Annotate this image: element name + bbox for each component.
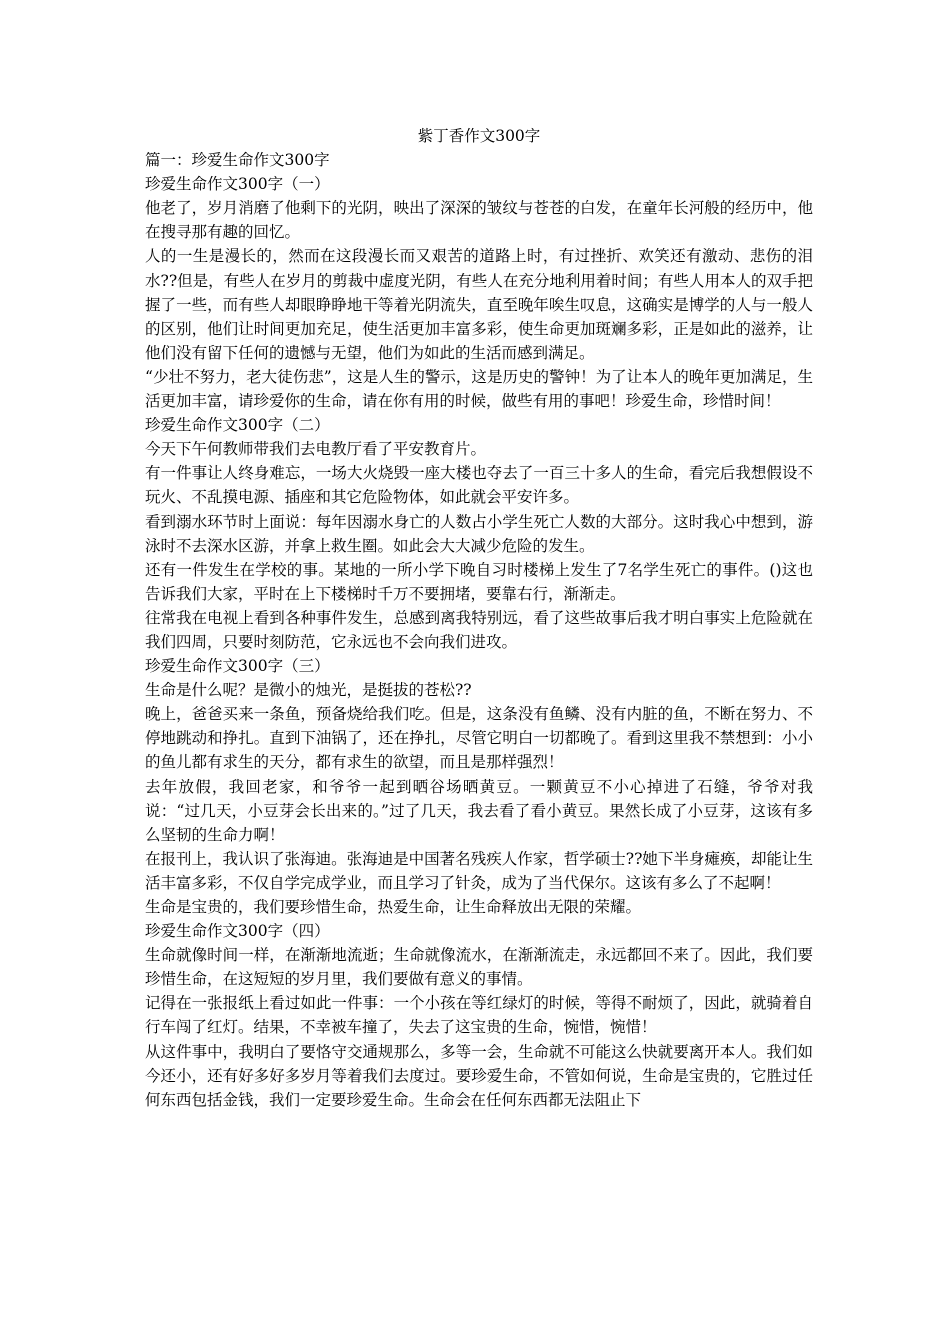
paragraph: 去年放假，我回老家，和爷爷一起到晒谷场晒黄豆。一颗黄豆不小心掉进了石缝，爷爷对我说：“过几天，小豆芽会长出来的。”过了几天，我去看了看小黄豆。果然长成了小豆芽，这该有多么坚韧的生命力啊！ xyxy=(145,777,813,844)
essay-heading: 珍爱生命作文300字（二） xyxy=(145,416,330,435)
document-title: 紫丁香作文300字 xyxy=(417,127,541,145)
paragraph: 生命是宝贵的，我们要珍惜生命，热爱生命，让生命释放出无限的荣耀。 xyxy=(145,898,642,916)
document-body xyxy=(145,124,813,1112)
paragraph: 在报刊上，我认识了张海迪。张海迪是中国著名残疾人作家，哲学硕士??她下半身瘫痪，却能让生活丰富多彩，不仅自学完成学业，而且学习了针灸，成为了当代保尔。这该有多么了不起啊！ xyxy=(145,849,813,892)
paragraph: 生命就像时间一样，在渐渐地流逝；生命就像流水，在渐渐流走，永远都回不来了。因此，我们要珍惜生命，在这短短的岁月里，我们要做有意义的事情。 xyxy=(145,946,813,989)
paragraph: 记得在一张报纸上看过如此一件事：一个小孩在等红绿灯的时候，等得不耐烦了，因此，就骑着自行车闯了红灯。结果，不幸被车撞了，失去了这宝贵的生命，惋惜，惋惜！ xyxy=(145,994,813,1037)
paragraph: 人的一生是漫长的，然而在这段漫长而又艰苦的道路上时，有过挫折、欢笑还有激动、悲伤的泪水??但是，有些人在岁月的剪裁中虚度光阴，有些人在充分地利用着时间；有些人用本人的双手把握了一些，而有些人却眼睁睁地干等着光阴流失，直至晚年唉生叹息，这确实是博学的人与一般人的区别，他们让时间更加充足，使生活更加丰富多彩，使生命更加斑斓多彩，正是如此的滋养，让他们没有留下任何的遗憾与无望，他们为如此的生活而感到满足。 xyxy=(145,247,813,362)
paragraph: 生命是什么呢？是微小的烛光，是挺拔的苍松?? xyxy=(145,681,472,700)
paragraph: 往常我在电视上看到各种事件发生，总感到离我特别远，看了这些故事后我才明白事实上危险就在我们四周，只要时刻防范，它永远也不会向我们进攻。 xyxy=(145,608,813,651)
paragraph: 从这件事中，我明白了要恪守交通规那么，多等一会，生命就不可能这么快就要离开本人。我们如今还小，还有好多好多岁月等着我们去度过。要珍爱生命，不管如何说，生命是宝贵的，它胜过任何东西包括金钱，我们一定要珍爱生命。生命会在任何东西都无法阻止下 xyxy=(145,1042,813,1109)
paragraph: “少壮不努力，老大徒伤悲”，这是人生的警示，这是历史的警钟！为了让本人的晚年更加满足，生活更加丰富，请珍爱你的生命，请在你有用的时候，做些有用的事吧！珍爱生命，珍惜时间！ xyxy=(145,367,813,411)
paragraph: 还有一件发生在学校的事。某地的一所小学下晚自习时楼梯上发生了7名学生死亡的事件。()这也告诉我们大家，平时在上下楼梯时千万不要拥堵，要靠右行，渐渐走。 xyxy=(145,560,813,603)
paragraph: 晚上，爸爸买来一条鱼，预备烧给我们吃。但是，这条没有鱼鳞、没有内脏的鱼，不断在努力、不停地跳动和挣扎。直到下油锅了，还在挣扎，尽管它明白一切都晚了。看到这里我不禁想到：小小的鱼儿都有求生的天分，都有求生的欲望，而且是那样强烈！ xyxy=(145,705,813,772)
paragraph: 有一件事让人终身难忘，一场大火烧毁一座大楼也夺去了一百三十多人的生命，看完后我想假设不玩火、不乱摸电源、插座和其它危险物体，如此就会平安许多。 xyxy=(145,464,813,507)
essay-heading: 珍爱生命作文300字（一） xyxy=(145,175,330,194)
paragraph: 看到溺水环节时上面说：每年因溺水身亡的人数占小学生死亡人数的大部分。这时我心中想到，游泳时不去深水区游，并拿上救生圈。如此会大大减少危险的发生。 xyxy=(145,512,813,555)
paragraph: 他老了，岁月消磨了他剩下的光阴，映出了深深的皱纹与苍苍的白发，在童年长河般的经历中，他在搜寻那有趣的回忆。 xyxy=(145,199,813,242)
paragraph: 今天下午何教师带我们去电教厅看了平安教育片。 xyxy=(145,440,487,459)
section-heading: 篇一：珍爱生命作文300字 xyxy=(145,151,330,170)
essay-heading: 珍爱生命作文300字（四） xyxy=(145,922,330,941)
essay-heading: 珍爱生命作文300字（三） xyxy=(145,657,330,676)
